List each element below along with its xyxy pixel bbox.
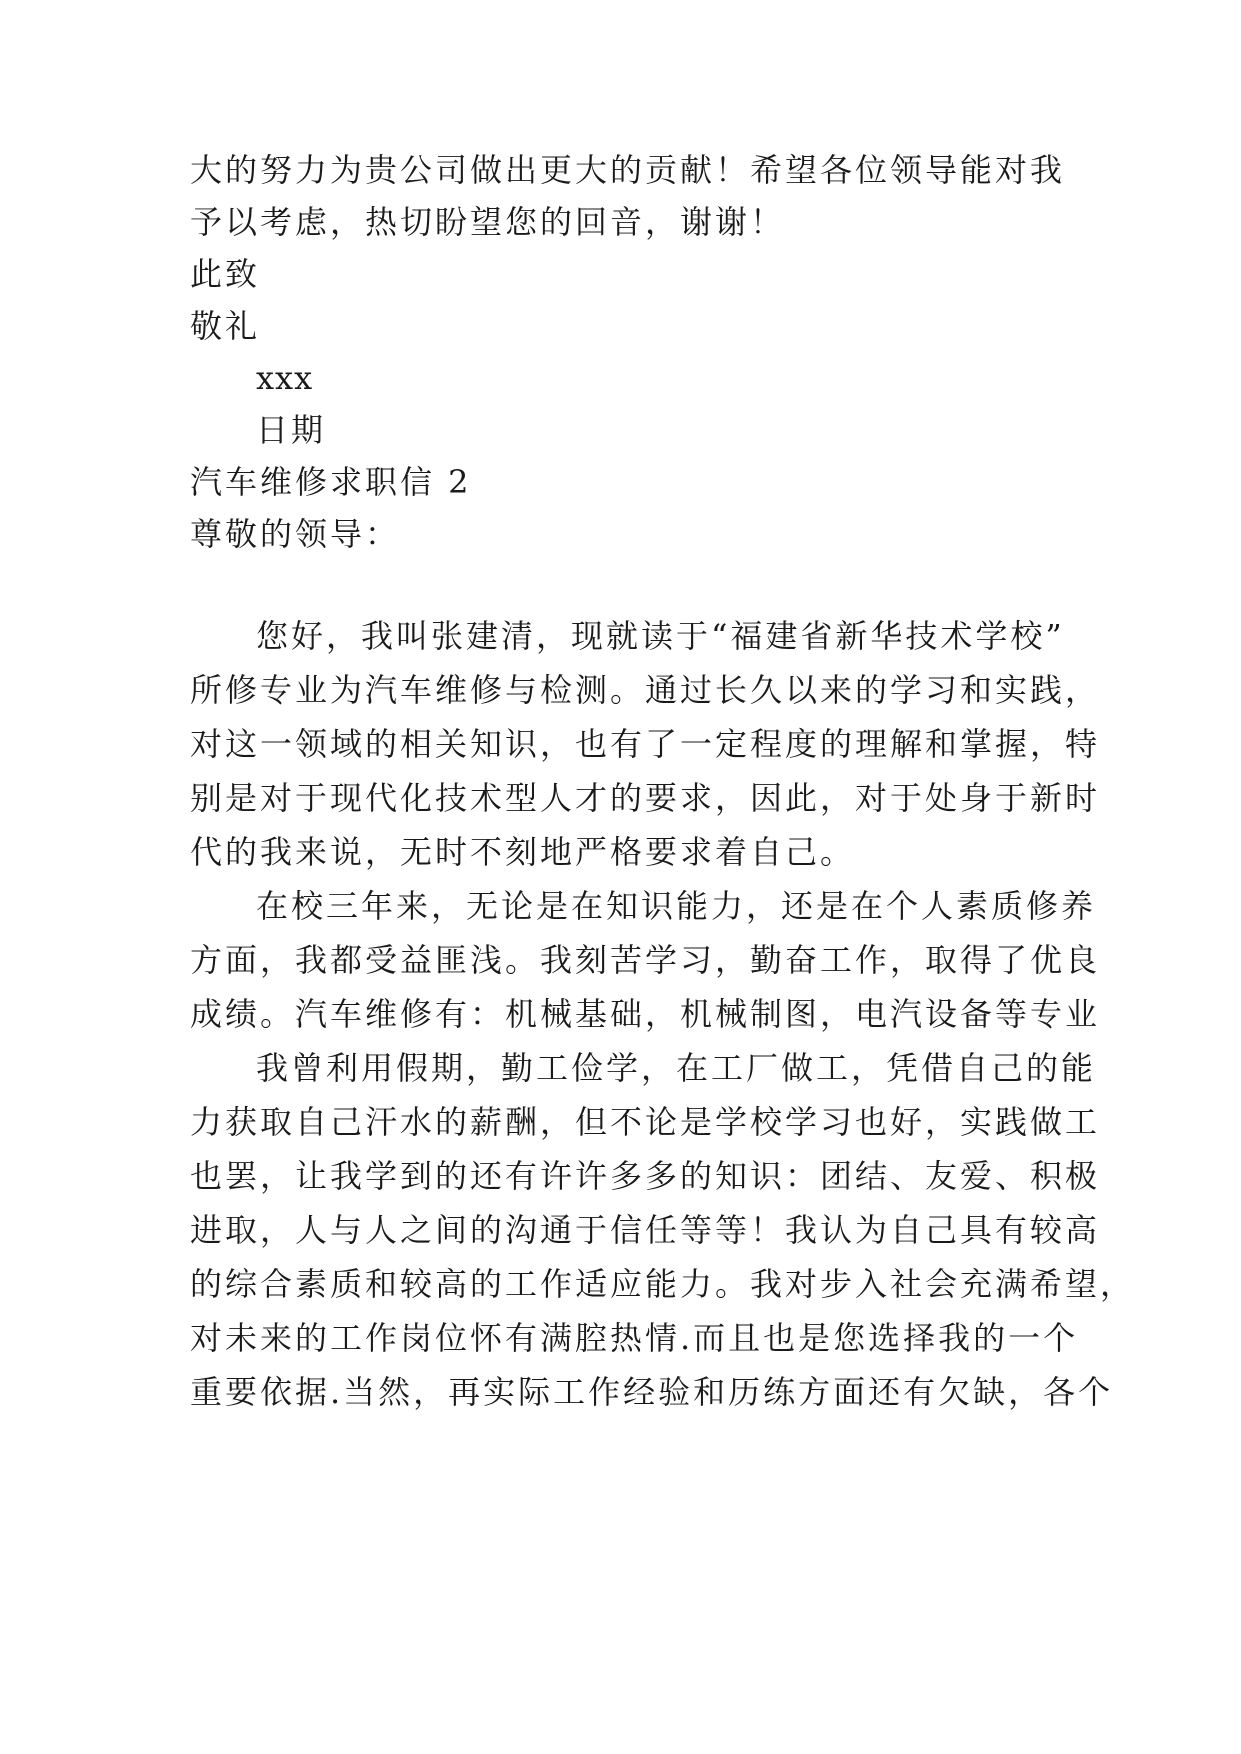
paragraph-line: 我曾利用假期，勤工俭学，在工厂做工，凭借自己的能 — [256, 1049, 1097, 1087]
paragraph-line: 对未来的工作岗位怀有满腔热情.而且也是您选择我的一个 — [190, 1319, 1079, 1357]
paragraph-line: 重要依据.当然，再实际工作经验和历练方面还有欠缺，各个 — [190, 1373, 1114, 1411]
paragraph-line: 代的我来说，无时不刻地严格要求着自己。 — [190, 833, 856, 871]
paragraph-line: 也罢，让我学到的还有许许多多的知识：团结、友爱、积极 — [190, 1157, 1101, 1195]
paragraph-line: 对这一领域的相关知识，也有了一定程度的理解和掌握，特 — [190, 725, 1101, 763]
paragraph-line: 您好，我叫张建清，现就读于“福建省新华技术学校” — [256, 617, 1065, 655]
salutation: 尊敬的领导： — [190, 515, 401, 553]
paragraph-line: 的综合素质和较高的工作适应能力。我对步入社会充满希望， — [190, 1265, 1136, 1303]
closing-line-2: 敬礼 — [190, 307, 261, 345]
paragraph-line: 所修专业为汽车维修与检测。通过长久以来的学习和实践， — [190, 671, 1101, 709]
letter-title: 汽车维修求职信 2 — [190, 463, 472, 501]
paragraph-line: 成绩。汽车维修有：机械基础，机械制图，电汽设备等专业 — [190, 995, 1101, 1033]
paragraph-line: 别是对于现代化技术型人才的要求，因此，对于处身于新时 — [190, 779, 1101, 817]
signature: xxx — [256, 359, 314, 397]
paragraph-line: 进取，人与人之间的沟通于信任等等！我认为自己具有较高 — [190, 1211, 1101, 1249]
paragraph-line: 予以考虑，热切盼望您的回音，谢谢！ — [190, 203, 786, 241]
closing-line-1: 此致 — [190, 255, 261, 293]
paragraph-line: 力获取自己汗水的薪酬，但不论是学校学习也好，实践做工 — [190, 1103, 1101, 1141]
paragraph-line: 方面，我都受益匪浅。我刻苦学习，勤奋工作，取得了优良 — [190, 941, 1101, 979]
paragraph-line: 在校三年来，无论是在知识能力，还是在个人素质修养 — [256, 887, 1097, 925]
date-line: 日期 — [256, 411, 327, 449]
paragraph-line: 大的努力为贵公司做出更大的贡献！希望各位领导能对我 — [190, 151, 1066, 189]
